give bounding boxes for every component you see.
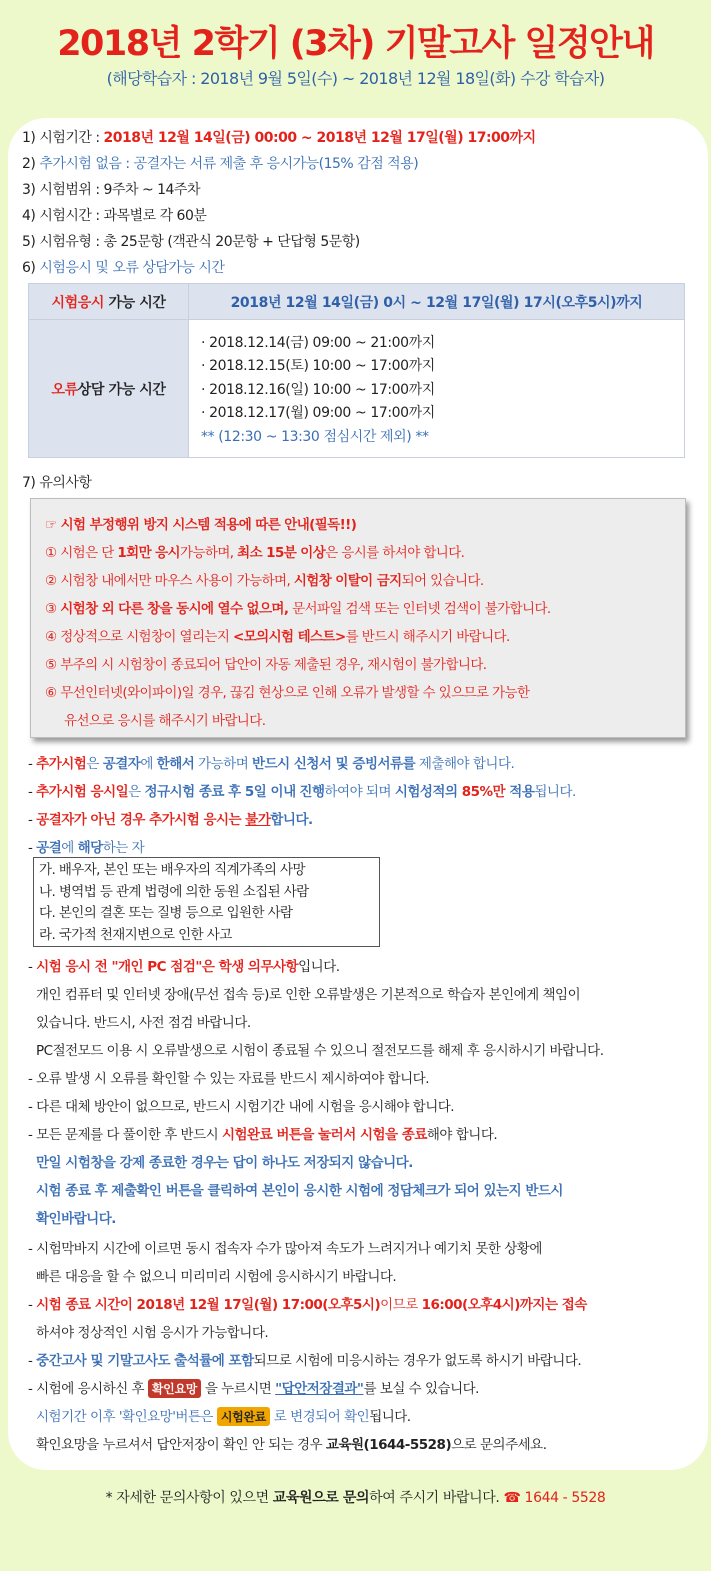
finish-warning: 만일 시험창을 강제 종료한 경우는 답이 하나도 저장되지 않습니다. [36, 1155, 413, 1171]
pc-check-detail: 있습니다. 반드시, 사전 점검 바랍니다. [36, 1015, 251, 1031]
footer-contact: * 자세한 문의사항이 있으면 교육원으로 문의하여 주시기 바랍니다. ☎ 1644 - 5528 [105, 1490, 606, 1506]
exam-complete-button: 시험완료 [217, 1407, 270, 1426]
notice-item: ④ 정상적으로 시험창이 열리는지 <모의시험 테스트>를 반드시 해주시기 바랍니다. [45, 629, 510, 645]
table-row [29, 284, 685, 320]
bullet-end-time: - 시험 종료 시간이 2018년 12월 17일(월) 17:00(오후5시)이므로 16:00(오후4시)까지는 접속 [28, 1297, 587, 1313]
time-slot: · 2018.12.16(일) 10:00 ~ 17:00까지 [201, 381, 435, 398]
notice-heading: ☞ 시험 부정행위 방지 시스템 적용에 따른 안내(필독!!) [45, 517, 357, 533]
confirm-required-button: 확인요망 [148, 1379, 201, 1398]
consult-hours-label: 오류상담 가능 시간 [29, 320, 189, 458]
notice-item: 유선으로 응시를 해주시기 바랍니다. [64, 713, 266, 729]
notice-item: ⑤ 부주의 시 시험창이 종료되어 답안이 자동 제출된 경우, 재시험이 불가합니다. [45, 657, 487, 673]
finish-warning: 시험 종료 후 제출확인 버튼을 클릭하여 본인이 응시한 시험에 정답체크가 되어 있는지 반드시 [36, 1183, 563, 1199]
list-item: 가. 배우자, 본인 또는 배우자의 직계가족의 사망 [39, 862, 305, 878]
schedule-table [28, 283, 685, 458]
table-row [29, 320, 685, 458]
exam-hours-label: 시험응시 가능 시간 [29, 284, 189, 320]
bullet-pc-check: - 시험 응시 전 "개인 PC 점검"은 학생 의무사항입니다. [28, 959, 340, 975]
list-item: 나. 병역법 등 관계 법령에 의한 동원 소집된 사람 [39, 883, 309, 900]
bullet-late-access: - 시험막바지 시간에 이르면 동시 접속자 수가 많아져 속도가 느려지거나 예기치 못한 상황에 [28, 1241, 542, 1257]
bullet-confirm-result: - 시험에 응시하신 후 확인요망 을 누르시면 "답안저장결과"를 보실 수 있습니다. [28, 1381, 479, 1397]
pc-check-detail: 개인 컴퓨터 및 인터넷 장애(무선 접속 등)로 인한 오류발생은 기본적으로 학습자 본인에게 책임이 [36, 987, 581, 1003]
page-title: 2018년 2학기 (3차) 기말고사 일정안내 [57, 24, 654, 64]
notice-item: ③ 시험창 외 다른 창을 동시에 열수 없으며, 문서파일 검색 또는 인터넷 검색이 불가합니다. [45, 601, 551, 617]
consult-hours-slots [189, 320, 685, 458]
cheating-prevention-notice [30, 498, 686, 738]
item-notes-heading: 7) 유의사항 [22, 475, 92, 491]
excused-cases-box [33, 857, 380, 947]
time-slot: · 2018.12.14(금) 09:00 ~ 21:00까지 [201, 334, 435, 351]
pc-check-detail: PC절전모드 이용 시 오류발생으로 시험이 종료될 수 있으니 절전모드를 해제 후 응시하시기 바랍니다. [36, 1043, 604, 1059]
phone-number: ☎ 1644 - 5528 [503, 1490, 606, 1506]
end-time-detail: 하셔야 정상적인 시험 응시가 가능합니다. [36, 1325, 269, 1341]
notice-item: ② 시험창 내에서만 마우스 사용이 가능하며, 시험창 이탈이 금지되어 있습니다. [45, 573, 484, 589]
time-slot: · 2018.12.15(토) 10:00 ~ 17:00까지 [201, 358, 435, 375]
page-subtitle: (해당학습자 : 2018년 9월 5일(수) ~ 2018년 12월 18일(화) 수강 학습자) [106, 69, 605, 88]
item-exam-period: 1) 시험기간 : 2018년 12월 14일(금) 00:00 ~ 2018년 12월 17일(월) 17:00까지 [22, 130, 536, 146]
finish-warning: 확인바랍니다. [36, 1211, 116, 1227]
bullet-finish-button: - 모든 문제를 다 풀이한 후 반드시 시험완료 버튼을 눌러서 시험을 종료해야 합니다. [28, 1127, 498, 1143]
exam-hours-value: 2018년 12월 14일(금) 0시 ~ 12월 17일(월) 17시(오후5시)까지 [189, 284, 685, 320]
list-item: 라. 국가적 천재지변으로 인한 사고 [39, 926, 232, 943]
item-exam-type: 5) 시험유형 : 총 25문항 (객관식 20문항 + 단답형 5문항) [22, 234, 360, 250]
bullet-excused-absence: - 공결에 해당하는 자 [28, 840, 145, 856]
bullet-error-evidence: - 오류 발생 시 오류를 확인할 수 있는 자료를 반드시 제시하여야 합니다. [28, 1071, 430, 1087]
list-item: 다. 본인의 결혼 또는 질병 등으로 입원한 사람 [39, 905, 293, 921]
notice-item: ① 시험은 단 1회만 응시가능하며, 최소 15분 이상은 응시를 하셔야 합니다. [45, 545, 465, 561]
item-exam-scope: 3) 시험범위 : 9주차 ~ 14주차 [22, 182, 200, 198]
contact-note: 확인요망을 누르셔서 답안저장이 확인 안 되는 경우 교육원(1644-5528)으로 문의주세요. [36, 1437, 547, 1453]
time-slot: · 2018.12.17(월) 09:00 ~ 17:00까지 [201, 405, 435, 422]
bullet-no-extra-exam: - 공결자가 아닌 경우 추가시험 응시는 불가합니다. [28, 812, 313, 828]
bullet-attendance: - 중간고사 및 기말고사도 출석률에 포함되므로 시험에 미응시하는 경우가 없도록 하시기 바랍니다. [28, 1353, 582, 1369]
item-extra-exam: 2) 추가시험 없음 : 공결자는 서류 제출 후 응시가능(15% 감점 적용) [22, 156, 419, 172]
confirm-button-change: 시험기간 이후 '확인요망'버튼은 시험완료 로 변경되어 확인됩니다. [36, 1409, 411, 1425]
notice-item: ⑥ 무선인터넷(와이파이)일 경우, 끊김 현상으로 인해 오류가 발생할 수 있으므로 가능한 [45, 685, 530, 701]
bullet-extra-exam-date: - 추가시험 응시일은 정규시험 종료 후 5일 이내 진행하여야 되며 시험성적의 85%만 적용됩니다. [28, 784, 576, 800]
bullet-exam-period: - 다른 대체 방안이 없으므로, 반드시 시험기간 내에 시험을 응시해야 합니다. [28, 1099, 455, 1115]
lunch-note: ** (12:30 ~ 13:30 점심시간 제외) ** [201, 428, 429, 445]
item-consult-hours: 6) 시험응시 및 오류 상담가능 시간 [22, 260, 225, 276]
late-access-detail: 빠른 대응을 할 수 없으니 미리미리 시험에 응시하시기 바랍니다. [36, 1269, 397, 1285]
item-exam-time: 4) 시험시간 : 과목별로 각 60분 [22, 208, 207, 224]
bullet-extra-exam: - 추가시험은 공결자에 한해서 가능하며 반드시 신청서 및 증빙서류를 제출해야 합니다. [28, 756, 515, 772]
